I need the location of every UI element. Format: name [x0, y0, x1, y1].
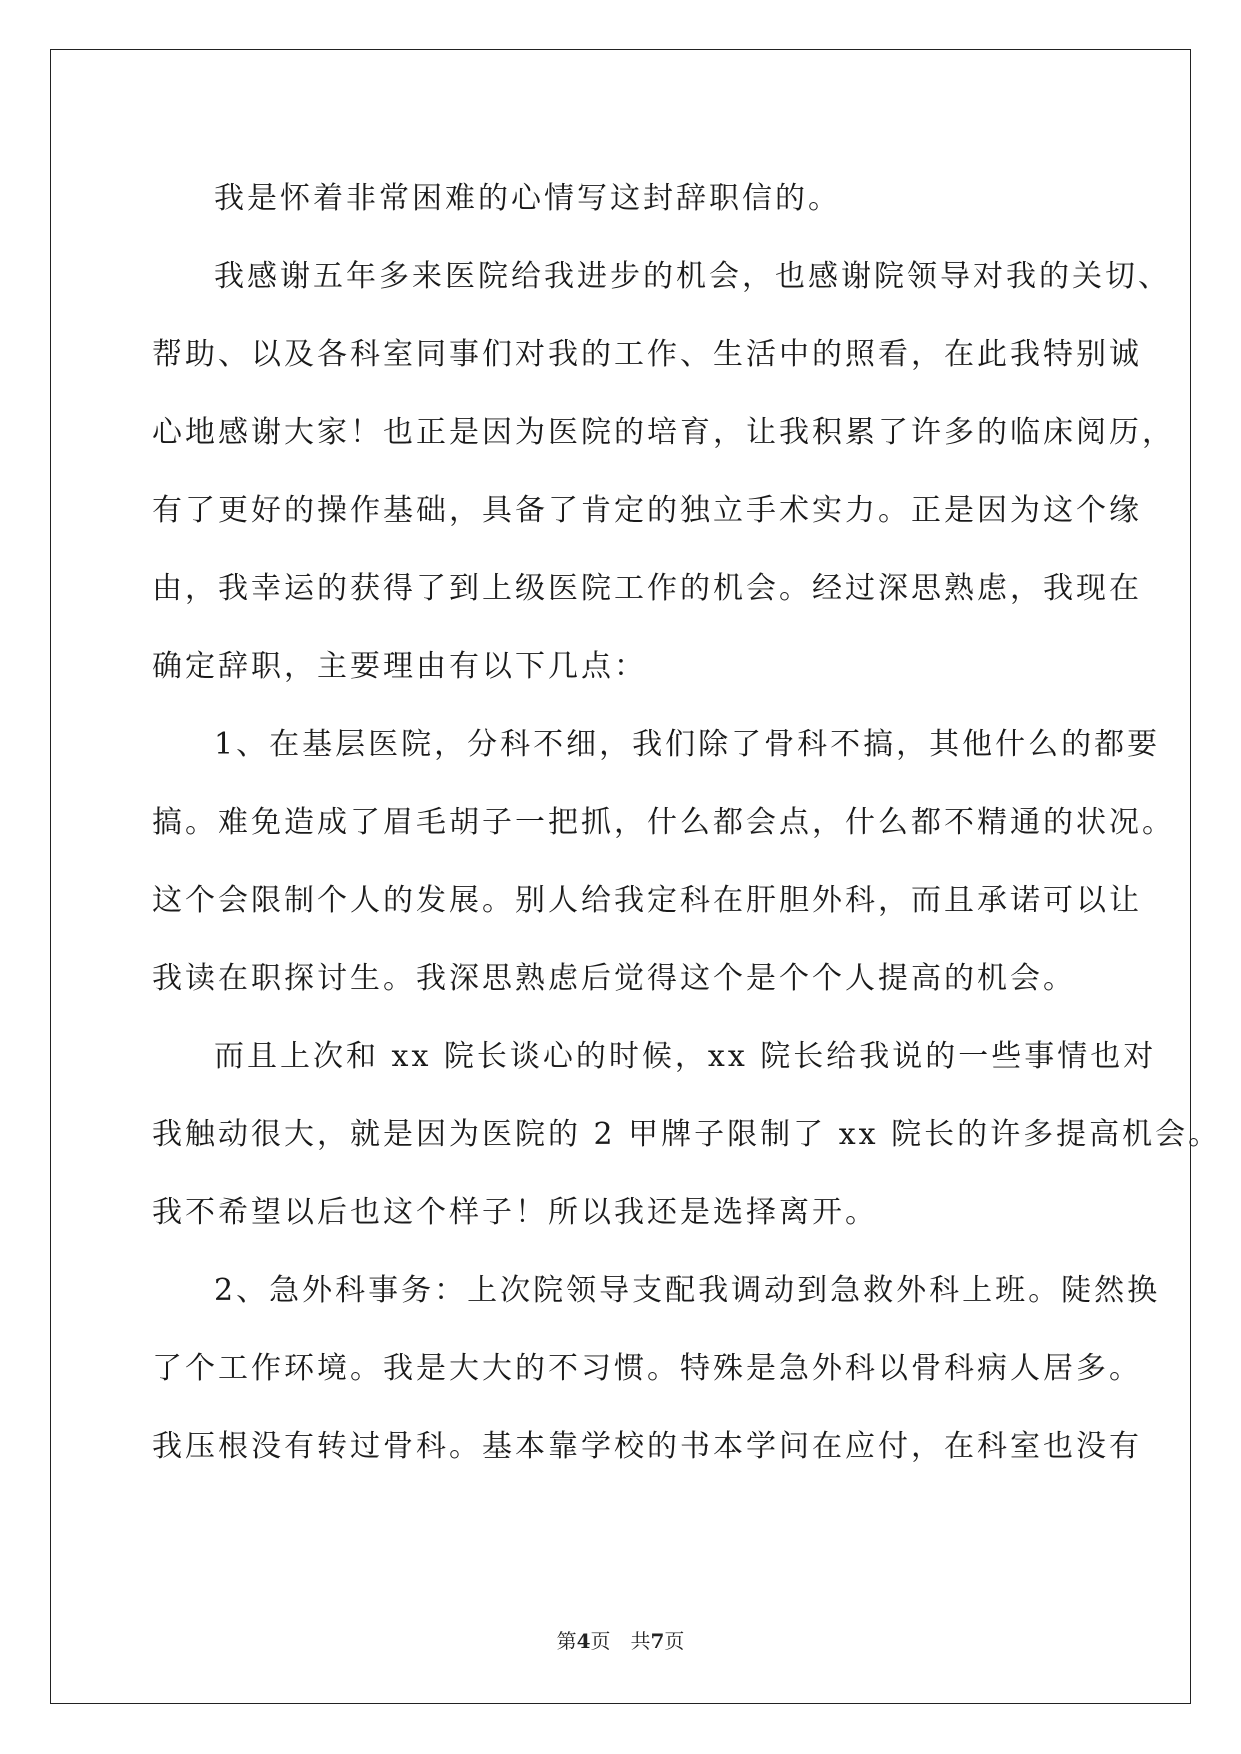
- text-line: 我不希望以后也这个样子！所以我还是选择离开。: [152, 1195, 878, 1230]
- total-suffix: 页: [664, 1629, 685, 1653]
- document-body: [152, 160, 1222, 1486]
- text-line: 心地感谢大家！也正是因为医院的培育，让我积累了许多的临床阅历，: [152, 415, 1175, 450]
- page-suffix: 页: [590, 1629, 611, 1653]
- text-line: 而且上次和 xx 院长谈心的时候，xx 院长给我说的一些事情也对: [214, 1039, 1157, 1074]
- total-prefix: 共: [630, 1629, 651, 1653]
- text-line: 了个工作环境。我是大大的不习惯。特殊是急外科以骨科病人居多。: [152, 1351, 1142, 1386]
- text-line: 1、在基层医院，分科不细，我们除了骨科不搞，其他什么的都要: [214, 727, 1161, 762]
- text-line: 有了更好的操作基础，具备了肯定的独立手术实力。正是因为这个缘: [152, 493, 1142, 528]
- text-line: 这个会限制个人的发展。别人给我定科在肝胆外科，而且承诺可以让: [152, 883, 1142, 918]
- text-line: 搞。难免造成了眉毛胡子一把抓，什么都会点，什么都不精通的状况。: [152, 805, 1175, 840]
- page-prefix: 第: [556, 1629, 577, 1653]
- text-line: 我读在职探讨生。我深思熟虑后觉得这个是个个人提高的机会。: [152, 961, 1076, 996]
- text-line: 由，我幸运的获得了到上级医院工作的机会。经过深思熟虑，我现在: [152, 571, 1142, 606]
- text-line: 我是怀着非常困难的心情写这封辞职信的。: [214, 181, 841, 216]
- text-line: 我压根没有转过骨科。基本靠学校的书本学问在应付，在科室也没有: [152, 1429, 1142, 1464]
- text-line: 确定辞职，主要理由有以下几点：: [152, 649, 647, 684]
- page-footer: [0, 1625, 1241, 1654]
- text-line: 2、急外科事务：上次院领导支配我调动到急救外科上班。陡然换: [214, 1273, 1161, 1308]
- page-number: 4: [576, 1629, 591, 1653]
- text-line: 帮助、以及各科室同事们对我的工作、生活中的照看，在此我特别诚: [152, 337, 1142, 372]
- text-line: 我触动很大，就是因为医院的 2 甲牌子限制了 xx 院长的许多提高机会。: [152, 1117, 1222, 1152]
- text-line: 我感谢五年多来医院给我进步的机会，也感谢院领导对我的关切、: [214, 259, 1171, 294]
- total-pages: 7: [650, 1629, 665, 1653]
